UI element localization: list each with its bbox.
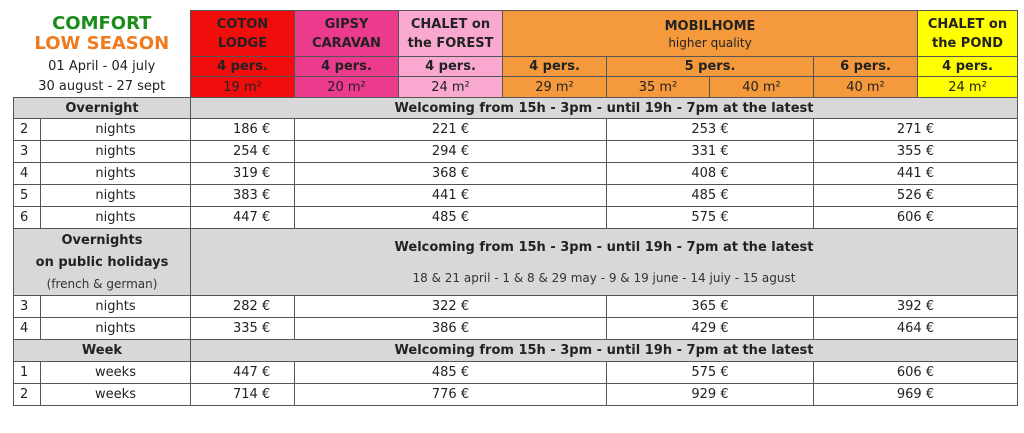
header-chalet-pond — [918, 11, 1018, 57]
price-tier2: 441 € — [295, 185, 607, 207]
table-row — [14, 119, 1018, 141]
row-count: 5 — [14, 185, 41, 207]
price-tier2: 485 € — [295, 362, 607, 384]
row-unit: nights — [41, 318, 191, 340]
price-coton: 254 € — [191, 141, 295, 163]
header-chalet-forest — [399, 11, 503, 57]
row-count: 3 — [14, 141, 41, 163]
table-row — [14, 362, 1018, 384]
mobilhome-area-40a: 40 m² — [710, 77, 814, 98]
price-tier3: 429 € — [607, 318, 814, 340]
price-tier2: 485 € — [295, 207, 607, 229]
mobilhome-area-29: 29 m² — [503, 77, 607, 98]
holidays-label-2: on public holidays — [35, 255, 169, 270]
section-overnight-label: Overnight — [14, 98, 191, 119]
price-tier3: 365 € — [607, 296, 814, 318]
row-count: 2 — [14, 384, 41, 406]
price-tier3: 253 € — [607, 119, 814, 141]
price-coton: 447 € — [191, 362, 295, 384]
chalet-pond-name1: CHALET on — [927, 16, 1008, 32]
price-tier4: 969 € — [814, 384, 1018, 406]
row-unit: weeks — [41, 384, 191, 406]
price-coton: 447 € — [191, 207, 295, 229]
row-unit: nights — [41, 207, 191, 229]
chalet-forest-area: 24 m² — [399, 77, 503, 98]
gipsy-pers: 4 pers. — [295, 57, 399, 77]
price-tier4: 606 € — [814, 207, 1018, 229]
coton-area: 19 m² — [191, 77, 295, 98]
price-tier2: 776 € — [295, 384, 607, 406]
period-1: 01 April - 04 july — [48, 58, 156, 74]
price-tier4: 526 € — [814, 185, 1018, 207]
price-tier3: 408 € — [607, 163, 814, 185]
price-tier2: 368 € — [295, 163, 607, 185]
table-row — [14, 185, 1018, 207]
row-count: 2 — [14, 119, 41, 141]
brand-block — [14, 11, 191, 77]
section-overnight-welcome: Welcoming from 15h - 3pm - until 19h - 7pm at the latest — [191, 98, 1018, 119]
pricing-table — [13, 10, 1018, 406]
price-tier2: 322 € — [295, 296, 607, 318]
table-row — [14, 207, 1018, 229]
coton-name1: COTON — [216, 16, 269, 32]
section-week-label: Week — [14, 340, 191, 362]
price-tier4: 441 € — [814, 163, 1018, 185]
mobilhome-pers-6: 6 pers. — [814, 57, 918, 77]
coton-pers: 4 pers. — [191, 57, 295, 77]
price-coton: 282 € — [191, 296, 295, 318]
price-coton: 319 € — [191, 163, 295, 185]
mobilhome-quality: higher quality — [668, 36, 752, 50]
chalet-pond-area: 24 m² — [918, 77, 1018, 98]
row-unit: nights — [41, 296, 191, 318]
table-row — [14, 141, 1018, 163]
price-tier4: 606 € — [814, 362, 1018, 384]
price-tier4: 392 € — [814, 296, 1018, 318]
chalet-pond-pers: 4 pers. — [918, 57, 1018, 77]
gipsy-name2: CARAVAN — [312, 35, 381, 51]
chalet-forest-name1: CHALET on — [410, 16, 491, 32]
row-count: 6 — [14, 207, 41, 229]
row-count: 3 — [14, 296, 41, 318]
row-count: 4 — [14, 318, 41, 340]
price-coton: 383 € — [191, 185, 295, 207]
chalet-forest-name2: the FOREST — [407, 35, 494, 51]
price-tier3: 575 € — [607, 207, 814, 229]
table-row — [14, 296, 1018, 318]
price-tier4: 464 € — [814, 318, 1018, 340]
price-coton: 335 € — [191, 318, 295, 340]
mobilhome-pers-4: 4 pers. — [503, 57, 607, 77]
row-unit: weeks — [41, 362, 191, 384]
chalet-forest-pers: 4 pers. — [399, 57, 503, 77]
mobilhome-area-35: 35 m² — [607, 77, 710, 98]
price-coton: 186 € — [191, 119, 295, 141]
price-tier4: 355 € — [814, 141, 1018, 163]
table-row — [14, 163, 1018, 185]
mobilhome-name: MOBILHOME — [664, 19, 756, 34]
header-gipsy-caravan — [295, 11, 399, 57]
gipsy-name1: GIPSY — [324, 16, 369, 32]
price-coton: 714 € — [191, 384, 295, 406]
price-tier3: 929 € — [607, 384, 814, 406]
row-unit: nights — [41, 141, 191, 163]
holidays-label-3: (french & german) — [46, 277, 158, 291]
chalet-pond-name2: the POND — [931, 35, 1004, 51]
header-coton-lodge — [191, 11, 295, 57]
price-tier2: 294 € — [295, 141, 607, 163]
section-holidays-label — [14, 229, 191, 296]
row-unit: nights — [41, 163, 191, 185]
mobilhome-pers-5: 5 pers. — [607, 57, 814, 77]
coton-name2: LODGE — [217, 35, 268, 51]
brand-season: LOW SEASON — [34, 32, 170, 54]
row-count: 4 — [14, 163, 41, 185]
table-row — [14, 318, 1018, 340]
price-tier2: 386 € — [295, 318, 607, 340]
holidays-label-1: Overnights — [61, 233, 143, 248]
section-holidays-info — [191, 229, 1018, 296]
price-tier2: 221 € — [295, 119, 607, 141]
holidays-dates: 18 & 21 april - 1 & 8 & 29 may - 9 & 19 june - 14 juiy - 15 agust — [412, 270, 796, 285]
gipsy-area: 20 m² — [295, 77, 399, 98]
table-row — [14, 384, 1018, 406]
section-week-welcome: Welcoming from 15h - 3pm - until 19h - 7pm at the latest — [191, 340, 1018, 362]
row-count: 1 — [14, 362, 41, 384]
period-2: 30 august - 27 sept — [38, 79, 166, 95]
price-tier3: 331 € — [607, 141, 814, 163]
holidays-welcome: Welcoming from 15h - 3pm - until 19h - 7pm at the latest — [394, 239, 814, 255]
price-tier4: 271 € — [814, 119, 1018, 141]
mobilhome-area-40b: 40 m² — [814, 77, 918, 98]
price-tier3: 485 € — [607, 185, 814, 207]
price-tier3: 575 € — [607, 362, 814, 384]
header-mobilhome — [503, 11, 918, 57]
brand-title: COMFORT — [52, 12, 152, 34]
row-unit: nights — [41, 119, 191, 141]
row-unit: nights — [41, 185, 191, 207]
